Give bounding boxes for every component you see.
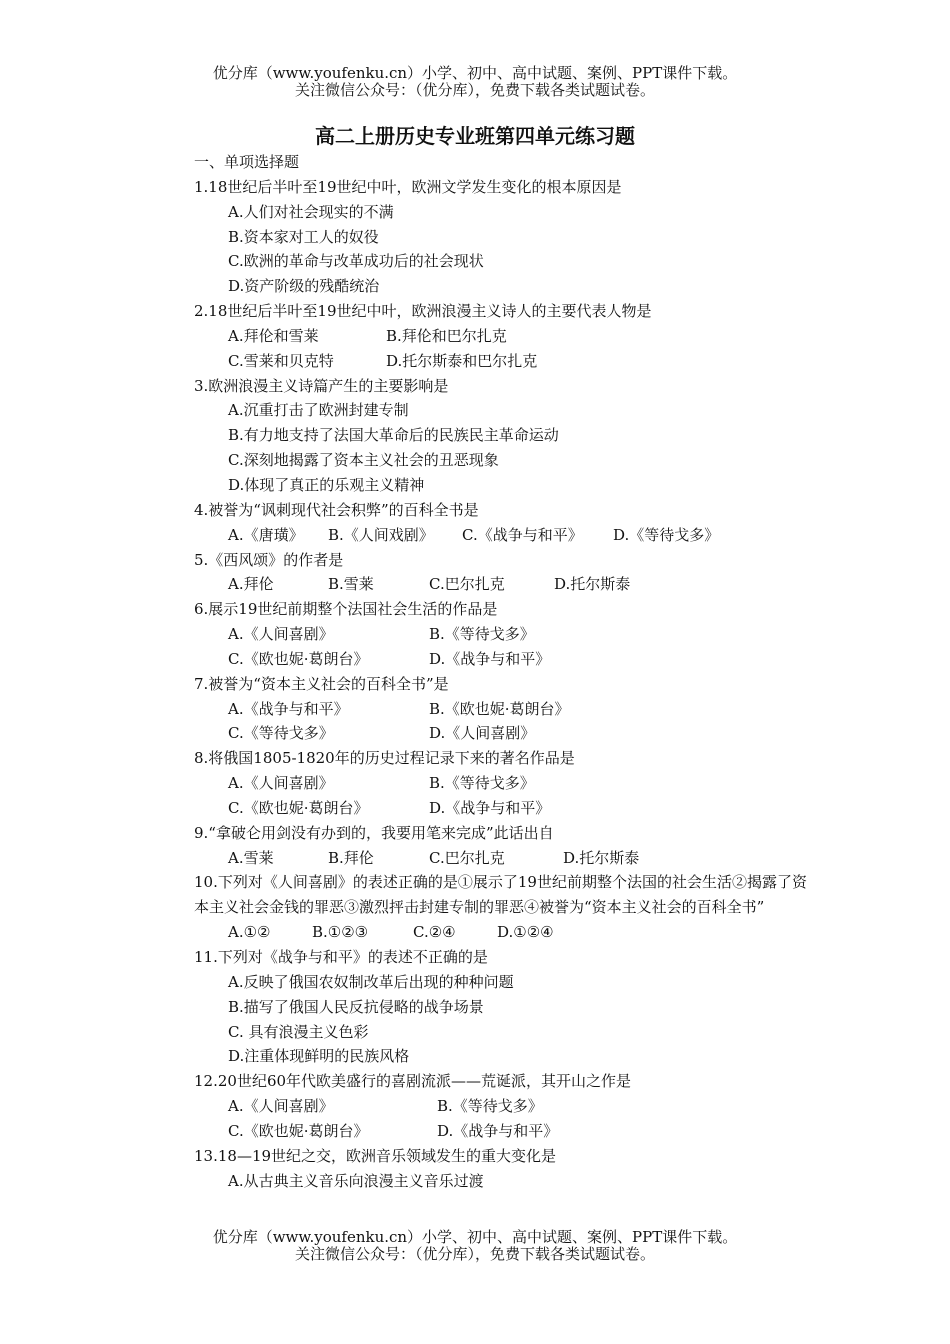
option-row bbox=[194, 523, 814, 548]
option: D.托尔斯泰 bbox=[563, 848, 640, 867]
option: D.注重体现鲜明的民族风格 bbox=[228, 1047, 410, 1066]
option: A.拜伦和雪莱 bbox=[228, 326, 319, 345]
question-stem: 8.将俄国1805-1820年的历史过程记录下来的著名作品是 bbox=[194, 749, 575, 768]
footer-line-1: 优分库（www.youfenku.cn）小学、初中、高中试题、案例、PPT课件下载。 bbox=[212, 1228, 738, 1246]
option: A.雪莱 bbox=[228, 848, 274, 867]
option: B.资本家对工人的奴役 bbox=[228, 227, 379, 246]
option: D.《战争与和平》 bbox=[429, 649, 551, 668]
question-stem: 6.展示19世纪前期整个法国社会生活的作品是 bbox=[194, 600, 498, 619]
option-row bbox=[194, 349, 814, 374]
option-row bbox=[194, 846, 814, 871]
section-heading: 一、单项选择题 bbox=[194, 153, 300, 171]
option: C.《欧也妮·葛朗台》 bbox=[228, 1121, 369, 1140]
option: B.拜伦 bbox=[328, 848, 374, 867]
option-row bbox=[194, 1094, 814, 1119]
option: C.欧洲的革命与改革成功后的社会现状 bbox=[228, 252, 484, 271]
option: B.①②③ bbox=[312, 923, 369, 942]
footer-line-2: 关注微信公众号：（优分库），免费下载各类试题试卷。 bbox=[294, 1245, 655, 1263]
question-stem: 9.“拿破仑用剑没有办到的，我要用笔来完成”此话出自 bbox=[194, 823, 554, 842]
question-stem: 12.20世纪60年代欧美盛行的喜剧流派——荒诞派，其开山之作是 bbox=[194, 1072, 632, 1091]
option: C.《欧也妮·葛朗台》 bbox=[228, 798, 369, 817]
option: C.《战争与和平》 bbox=[462, 525, 583, 544]
option: B.《等待戈多》 bbox=[429, 774, 535, 793]
option-row bbox=[194, 622, 814, 647]
option: A.沉重打击了欧洲封建专制 bbox=[228, 401, 409, 420]
option: C. 具有浪漫主义色彩 bbox=[228, 1022, 369, 1041]
option: A.反映了俄国农奴制改革后出现的种种问题 bbox=[228, 972, 514, 991]
page-header bbox=[0, 65, 950, 99]
option: D.《战争与和平》 bbox=[437, 1121, 559, 1140]
option-row bbox=[194, 647, 814, 672]
option: A.人们对社会现实的不满 bbox=[228, 202, 394, 221]
question-stem: 11.下列对《战争与和平》的表述不正确的是 bbox=[194, 948, 488, 966]
option: C.巴尔扎克 bbox=[429, 575, 505, 594]
option: D.资产阶级的残酷统治 bbox=[228, 277, 380, 296]
option: A.《战争与和平》 bbox=[228, 699, 349, 718]
option: D.①②④ bbox=[497, 923, 554, 942]
question-stem: 3.欧洲浪漫主义诗篇产生的主要影响是 bbox=[194, 376, 449, 395]
option: C.《等待戈多》 bbox=[228, 724, 334, 743]
option: A.《唐璜》 bbox=[228, 525, 304, 544]
option: D.《人间喜剧》 bbox=[429, 724, 536, 743]
option: B.有力地支持了法国大革命后的民族民主革命运动 bbox=[228, 426, 559, 445]
page-title: 高二上册历史专业班第四单元练习题 bbox=[315, 124, 635, 148]
option: B.《欧也妮·葛朗台》 bbox=[429, 699, 570, 718]
option: C.深刻地揭露了资本主义社会的丑恶现象 bbox=[228, 451, 499, 470]
option: C.巴尔扎克 bbox=[429, 848, 505, 867]
option: C.②④ bbox=[413, 923, 456, 942]
page-footer bbox=[0, 1229, 950, 1263]
question-stem: 7.被誉为“资本主义社会的百科全书”是 bbox=[194, 674, 449, 693]
option: A.①② bbox=[228, 923, 271, 942]
option: B.描写了俄国人民反抗侵略的战争场景 bbox=[228, 997, 484, 1016]
option: B.《等待戈多》 bbox=[437, 1097, 543, 1116]
option: C.雪莱和贝克特 bbox=[228, 351, 334, 370]
option-row bbox=[194, 1119, 814, 1144]
header-line-1: 优分库（www.youfenku.cn）小学、初中、高中试题、案例、PPT课件下载。 bbox=[212, 64, 738, 82]
option: B.拜伦和巴尔扎克 bbox=[386, 326, 507, 345]
option: B.《人间戏剧》 bbox=[328, 525, 434, 544]
option-row bbox=[194, 324, 814, 349]
option: A.《人间喜剧》 bbox=[228, 625, 334, 644]
question-stem: 4.被誉为“讽刺现代社会积弊”的百科全书是 bbox=[194, 500, 479, 519]
question-stem: 13.18—19世纪之交，欧洲音乐领域发生的重大变化是 bbox=[194, 1146, 557, 1165]
option: D.托尔斯泰和巴尔扎克 bbox=[386, 351, 538, 370]
option-row bbox=[194, 771, 814, 796]
option: A.从古典主义音乐向浪漫主义音乐过渡 bbox=[228, 1171, 484, 1190]
option-row bbox=[194, 721, 814, 746]
option: B.《等待戈多》 bbox=[429, 625, 535, 644]
question-stem: 2.18世纪后半叶至19世纪中叶，欧洲浪漫主义诗人的主要代表人物是 bbox=[194, 302, 652, 321]
question-list bbox=[194, 150, 814, 1193]
option-row bbox=[194, 920, 814, 945]
header-line-2: 关注微信公众号：（优分库），免费下载各类试题试卷。 bbox=[294, 81, 655, 99]
option: C.《欧也妮·葛朗台》 bbox=[228, 649, 369, 668]
option: D.《等待戈多》 bbox=[613, 525, 720, 544]
option: D.体现了真正的乐观主义精神 bbox=[228, 475, 425, 494]
option: D.《战争与和平》 bbox=[429, 798, 551, 817]
question-stem: 10.下列对《人间喜剧》的表述正确的是①展示了19世纪前期整个法国的社会生活②揭露了资本主义社会金钱的罪恶③激烈抨击封建专制的罪恶④被誉为“资本主义社会的百科全书” bbox=[194, 873, 807, 917]
option: A.拜伦 bbox=[228, 575, 274, 594]
question-stem: 1.18世纪后半叶至19世纪中叶，欧洲文学发生变化的根本原因是 bbox=[194, 177, 622, 196]
option: A.《人间喜剧》 bbox=[228, 1097, 334, 1116]
option-row bbox=[194, 697, 814, 722]
option: D.托尔斯泰 bbox=[554, 575, 631, 594]
question-stem: 5.《西风颂》的作者是 bbox=[194, 550, 344, 569]
option-row bbox=[194, 796, 814, 821]
option: A.《人间喜剧》 bbox=[228, 774, 334, 793]
option: B.雪莱 bbox=[328, 575, 374, 594]
option-row bbox=[194, 572, 814, 597]
